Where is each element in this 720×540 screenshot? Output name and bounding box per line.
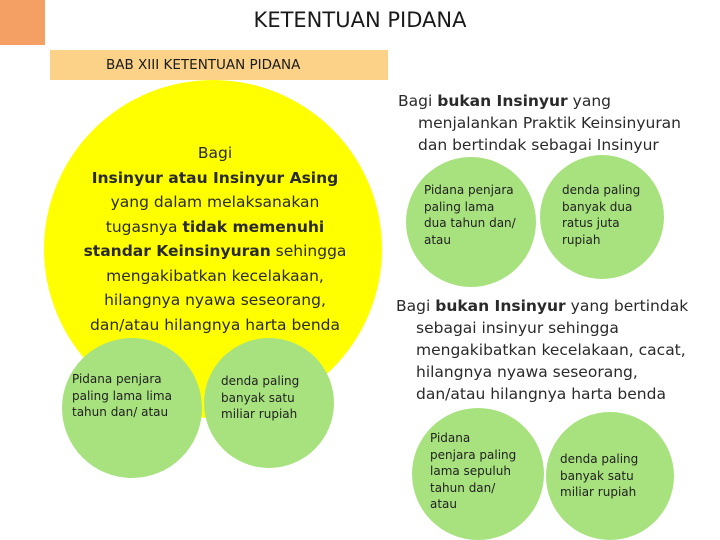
right-top-subject-bold: bukan Insinyur xyxy=(437,92,568,110)
right-top-prison-text: Pidana penjara paling lama dua tahun dan/ atau xyxy=(424,183,516,247)
right-bottom-prison-text: Pidana penjara paling lama sepuluh tahun dan/ atau xyxy=(430,431,517,511)
right-bottom-subject-bold: bukan Insinyur xyxy=(435,297,566,315)
left-prison-text: Pidana penjara paling lama lima tahun dan/ atau xyxy=(72,372,172,419)
left-fine-text: denda paling banyak satu miliar rupiah xyxy=(221,374,300,421)
left-condition-text: Bagi Insinyur atau Insinyur Asing yang dalam melaksanakan tugasnya tidak memenuhi standar Keinsinyuran sehingga mengakibatkan kecelakaan, hilangnya nyawa seseorang, dan/atau hilangnya harta benda xyxy=(83,144,347,334)
subject-bold: Insinyur atau Insinyur Asing xyxy=(91,168,339,187)
right-bottom-fine-text: denda paling banyak satu miliar rupiah xyxy=(560,452,639,499)
right-bottom-condition-text: Bagi bukan Insinyur yang bertindak sebagai insinyur sehingga mengakibatkan kecelakaan, cacat, hilangnya nyawa seseorang, dan/atau hilangnya harta benda xyxy=(396,297,689,403)
violation-bold: tidak memenuhi xyxy=(182,217,325,236)
standard-bold: standar Keinsinyuran xyxy=(83,242,271,260)
page-title: KETENTUAN PIDANA xyxy=(253,8,467,32)
section-banner: BAB XIII KETENTUAN PIDANA xyxy=(50,50,388,80)
right-top-condition-text: Bagi bukan Insinyur yang menjalankan Praktik Keinsinyuran dan bertindak sebagai Insinyur xyxy=(398,92,682,154)
right-top-fine-text: denda paling banyak dua ratus juta rupiah xyxy=(562,183,641,247)
